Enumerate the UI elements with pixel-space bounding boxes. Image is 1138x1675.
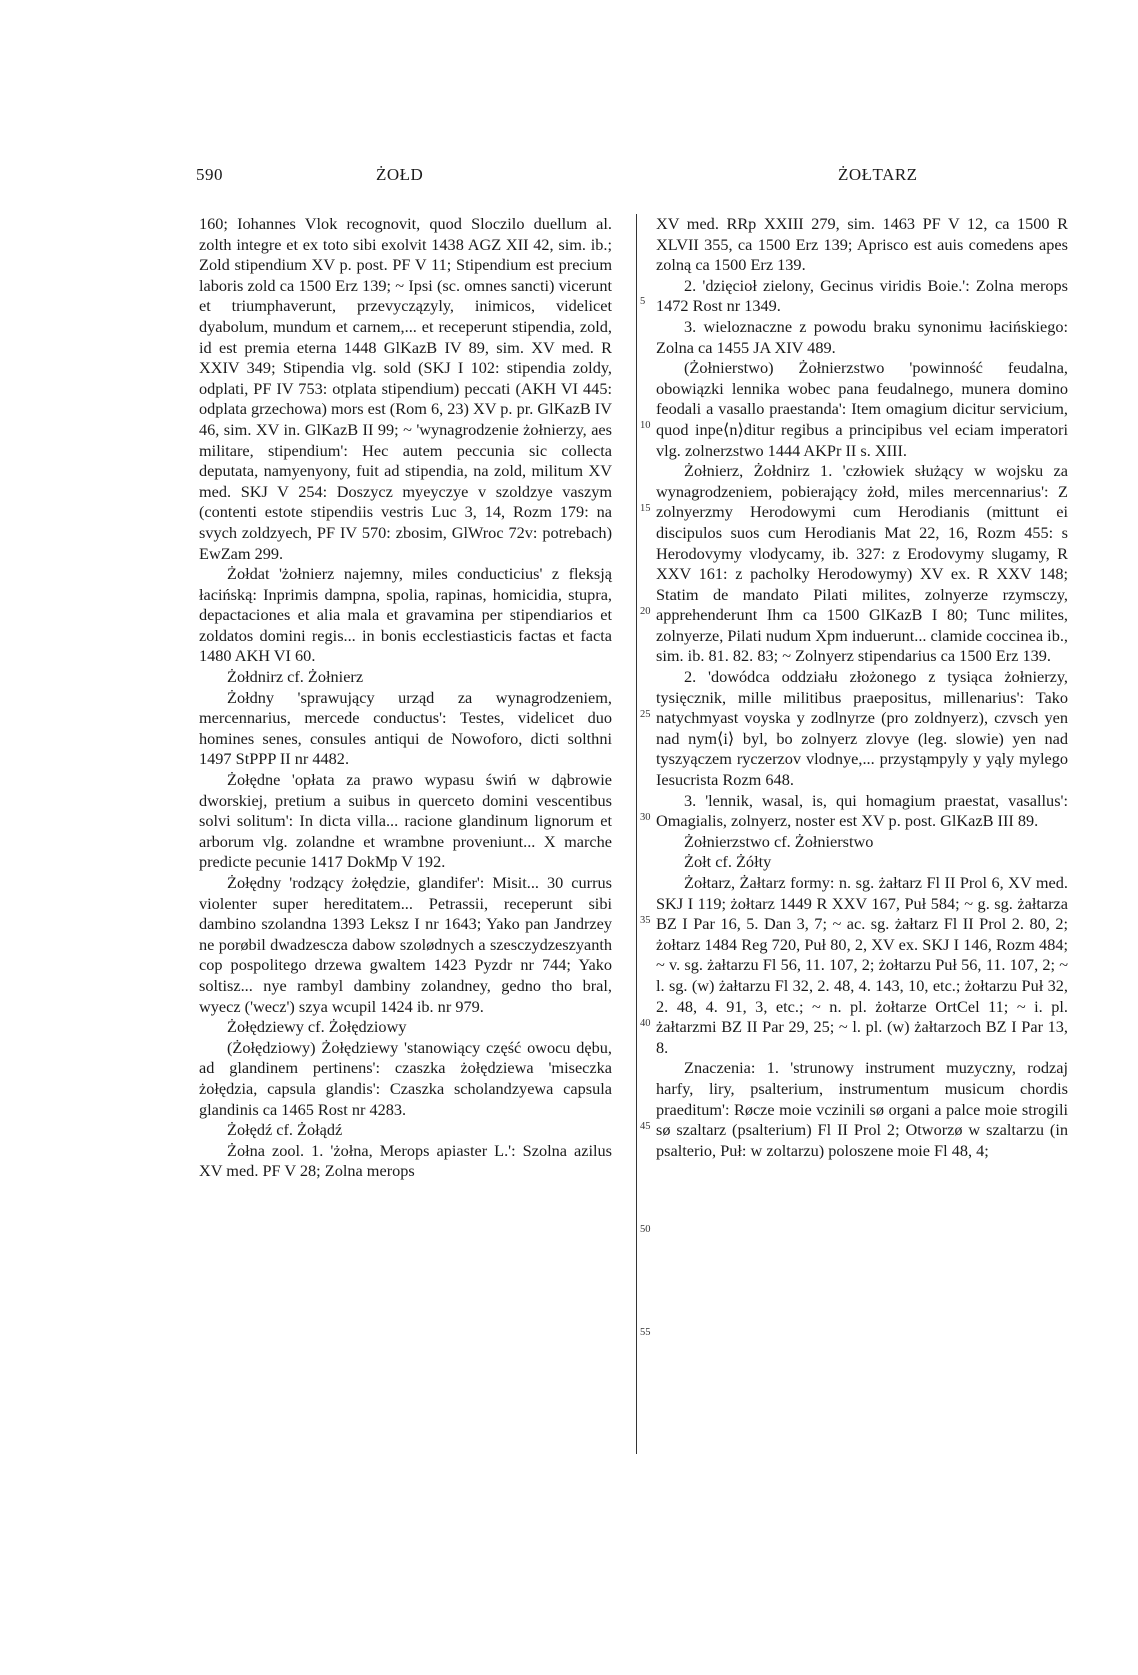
line-number: 50	[640, 1224, 651, 1235]
entry-zolna-2: 2. 'dzięcioł zielony, Gecinus viridis Boie.': Zolna merops 1472 Rost nr 1349.	[656, 275, 1068, 316]
entry-zolnierz-2: 2. 'dowódca oddziału złożonego z tysiąca żołnierzy, tysięcznik, mille militibus praepositus, millenarius': Tako natychmyast voyska y zodlnyrze (pro zoldnyerz), czvsch yen nad nym⟨i⟩ byl, bo zolnyerz zlovye (leg. slowie) yen nad tyszyączem ryczerzov vlodnye,... przystąmpyly y yąly mylego Iesucrista Rozm 648.	[656, 667, 1068, 790]
running-head-right: ŻOŁTARZ	[838, 165, 918, 184]
page-header	[0, 165, 1138, 189]
entry-zoledz-ref: Żołędź cf. Żołądź	[227, 1120, 343, 1140]
left-column	[199, 214, 612, 1182]
line-number: 10	[640, 420, 651, 431]
entry-zoledny: Żołędny 'rodzący żołędzie, glandifer': Misit... 30 currus violenter super hereditatem... Petrassii, receperunt sibi dambino szolandna 1393 Leksz I nr 1643; Yako pan Jandrzey ne porøbil dwadzescza dabow szolødnych a szesczydzeszyanth cop pospolitego drzewa gwaltem 1423 Pyzdr nr 744; Yako soltisz... nye rambyl dambiny zolandney, gedno tho bral, wyecz ('wecz') szya wcupil 1424 ib. nr 979.	[199, 873, 612, 1016]
entry-zolnierzstwo-ref: Żołnierzstwo cf. Żołnierstwo	[684, 831, 874, 851]
entry-paragraph: XV med. RRp XXIII 279, sim. 1463 PF V 12, ca 1500 R XLVII 355, ca 1500 Erz 139; Aprisco est auis comedens apes zolną ca 1500 Erz 139.	[656, 214, 1068, 275]
entry-zolnierstwo: (Żołnierstwo) Żołnierzstwo 'powinność feudalna, obowiązki lennika wobec pana feudalnego, munera domino feodali a vasallo praestanda': Item omagium dicitur servicium, quod inpe⟨n⟩ditur regibus a principibus vel eciam imperatori vlg. zolnerzstwo 1444 AKPr II s. XIII.	[656, 358, 1068, 460]
page-number: 590	[196, 165, 223, 184]
entry-zolnierz-3: 3. 'lennik, wasal, is, qui homagium praestat, vasallus': Omagialis, zolnyerz, noster est XV p. post. GlKazB III 89.	[656, 790, 1068, 831]
column-divider	[636, 214, 637, 1454]
line-number: 25	[640, 709, 651, 720]
running-head-left: ŻOŁD	[376, 165, 424, 184]
entry-zolt-ref: Żołt cf. Żółty	[684, 852, 772, 872]
line-number: 15	[640, 503, 651, 514]
entry-zoldny: Żołdny 'sprawujący urząd za wynagrodzeniem, mercennarius, mercede conductus': Testes, videlicet duo homines senes, consules antiqui de Nowoforo, dicti solthni 1497 StPPP II nr 4482.	[199, 687, 612, 769]
line-number: 30	[640, 812, 651, 823]
entry-paragraph: 160; Iohannes Vlok recognovit, quod Sloczilo duellum al. zolth integre et ex toto sibi exolvit 1438 AGZ XII 42, sim. ib.; Zold stipendium XV p. post. PF V 11; Stipendium est precium laboris zold ca 1500 Erz 139; ~ Ipsi (sc. omnes sancti) vicerunt et triumphaverunt, przevyczązyly, inimicos, videlicet dyabolum, mundum et carnem,... et receperunt stipendia, zold, id est premia eterna 1448 GlKazB IV 89, sim. XV med. R XXIV 349; Stipendia vlg. sold (SKJ I 102: stipendia zoldy, odplati, PF IV 753: otplata stipendium) peccati (AKH VI 445: odplata grzechowa) mors est (Rom 6, 23) XV p. pr. GlKazB IV 46, sim. XV in. GlKazB II 99; ~ 'wynagrodzenie żołnierzy, aes militare, stipendium': Hec autem peccunia sic collecta deputata, namyenyony, fuit ad stipendia, na zold, militum XV med. SKJ V 254: Doszycz myeyczye v szoldzye vaszym (contenti estote stipendiis vestris Luc 3, 14, Rozm 179: na svych zoldzyech, PF IV 570: zbosim, GlWroc 72v: potrebach) EwZam 299.	[199, 214, 612, 563]
entry-zolnierz: Żołnierz, Żołdnirz 1. 'człowiek służący w wojsku za wynagrodzeniem, pobierający żołd, miles mercennarius': Z zolnyerzmy Herodowymi cum Herodianis (mittunt ei discipulos suos cum Herodianis Mat 22, 16, Rozm 455: s Herodovymy vlodycamy, ib. 327: z Erodovymy slugamy, R XXV 161: z pacholky Herodowymy) XV ex. R XXV 148; Statim de mandato Pilati milites, zolnyerze rzymsczy, apprehenderunt Ihm ca 1500 GlKazB I 80; Tunc milites, zolnyerze, Pilati nudum Xpm induerunt... clamide coccinea ib., sim. ib. 81. 82. 83; ~ Zolnyerz stipendarius ca 1500 Erz 139.	[656, 461, 1068, 666]
entry-zoltarz: Żołtarz, Żałtarz formy: n. sg. żałtarz Fl II Prol 6, XV med. SKJ I 119; żołtarz 1449 R XXV 167, Puł 584; ~ g. sg. żałtarza BZ I Par 16, 5. Dan 3, 7; ~ ac. sg. żałtarz Fl II Prol 2. 80, 2; żołtarz 1484 Reg 720, Puł 80, 2, XV ex. SKJ I 146, Rozm 484; ~ v. sg. żałtarzu Fl 56, 11. 107, 2; żołtarzu Puł 56, 11. 107, 2; ~ l. sg. (w) żałtarzu Fl 32, 2. 48, 4. 143, 10, etc.; żołtarzu Puł 32, 2. 48, 4. 91, 3, etc.; ~ n. pl. żołtarze OrtCel 11; ~ i. pl. żałtarzmi BZ II Par 29, 25; ~ l. pl. (w) żałtarzoch BZ I Par 13, 8.	[656, 873, 1068, 1057]
line-number: 35	[640, 915, 651, 926]
entry-zoldnirz: Żołdnirz cf. Żołnierz	[227, 667, 364, 687]
line-number: 20	[640, 606, 651, 617]
line-number: 5	[640, 296, 646, 307]
line-number: 55	[640, 1327, 651, 1338]
entry-zoledne: Żołędne 'opłata za prawo wypasu świń w dąbrowie dworskiej, pretium a suibus in querceto domini vescentibus solvi solitum': In dicta villa... racione glandinum lignorum et arborum vlg. zolandne et wrambne proveniunt... X marche predicte pecunie 1417 DokMp V 192.	[199, 770, 612, 872]
entry-zoledziowy: (Żołędziowy) Żołędziewy 'stanowiący część owocu dębu, ad glandinem pertinens': czaszka żołędziewa 'miseczka żołędzia, capsula glandis': Czaszka scholandzyewa capsula glandinis ca 1465 Rost nr 4283.	[199, 1037, 612, 1119]
entry-zoledziewy-ref: Żołędziewy cf. Żołędziowy	[227, 1017, 407, 1037]
entry-zolna-3: 3. wieloznaczne z powodu braku synonimu łacińskiego: Zolna ca 1455 JA XIV 489.	[656, 316, 1068, 357]
entry-zolna: Żołna zool. 1. 'żołna, Merops apiaster L.': Szolna azilus XV med. PF V 28; Zolna merops	[199, 1140, 612, 1181]
line-number: 40	[640, 1018, 651, 1029]
entry-zoldat: Żołdat 'żołnierz najemny, miles conducticius' z fleksją łacińską: Inprimis dampna, spolia, rapinas, homicidia, stupra, depactaciones et alia mala et gravamina per stipendiarios et zoldatos domini regis... in bonis ecclestiasticis factas et facta 1480 AKH VI 60.	[199, 564, 612, 666]
line-number: 45	[640, 1121, 651, 1132]
entry-zoltarz-meanings: Znaczenia: 1. 'strunowy instrument muzyczny, rodzaj harfy, liry, psalterium, instrumentum musicum chordis praeditum': Røcze moie vczinili sø organi a palce moie strogili sø szaltarz (psalterium) Fl II Prol 2; Otworzø w szaltarzu (in psalterio, Puł: w zoltarzu) poloszene moie Fl 48, 4;	[656, 1058, 1068, 1160]
right-column	[656, 214, 1068, 1161]
